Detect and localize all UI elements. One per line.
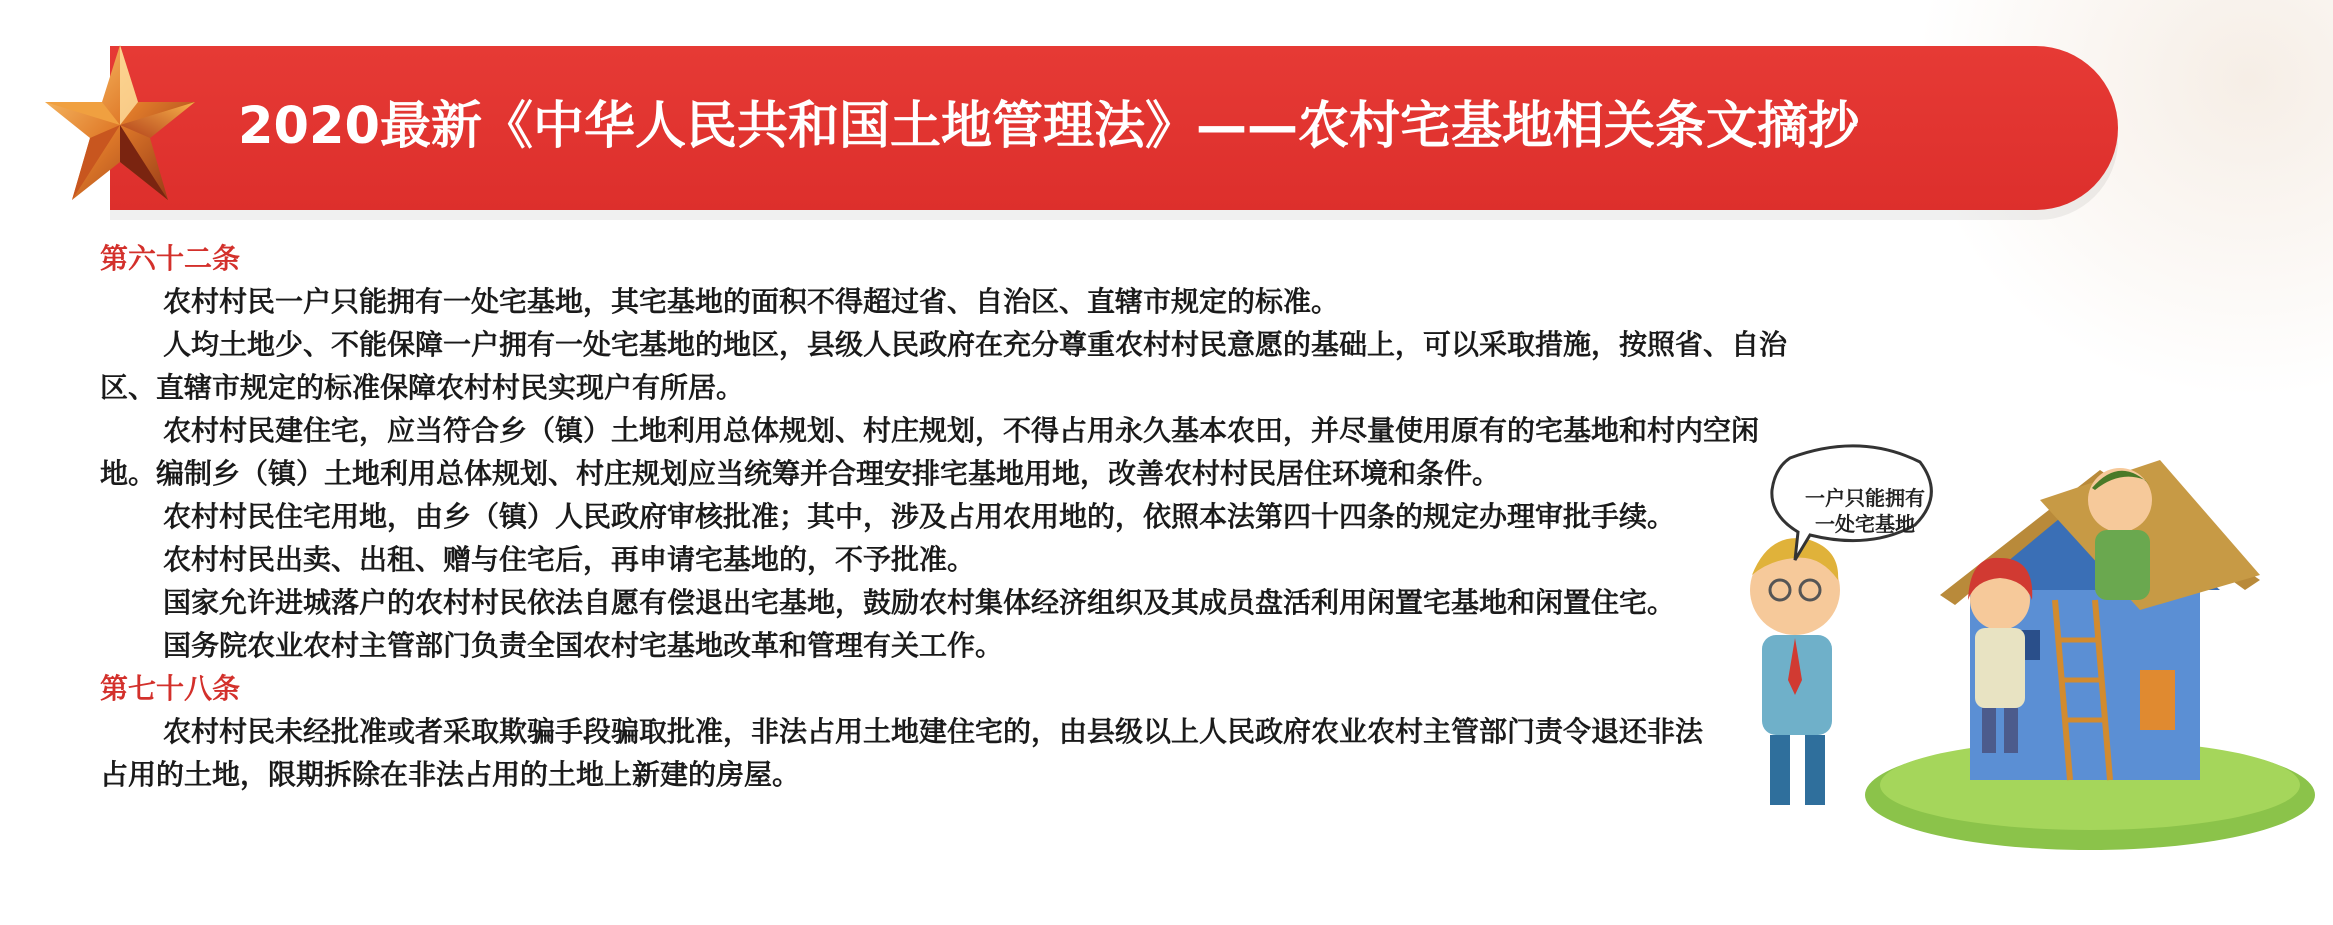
article-heading-78: 第七十八条 [100, 672, 241, 705]
paragraph: 国家允许进城落户的农村村民依法自愿有偿退出宅基地，鼓励农村集体经济组织及其成员盘活利用闲置宅基地和闲置住宅。 [163, 586, 1676, 619]
paragraph: 农村村民住宅用地，由乡（镇）人民政府审核批准；其中，涉及占用农用地的，依照本法第四十四条的规定办理审批手续。 [163, 500, 1676, 533]
article-body [100, 237, 1790, 796]
star-icon [40, 40, 200, 220]
bubble-line-2: 一处宅基地 [1815, 512, 1915, 536]
paragraph: 国务院农业农村主管部门负责全国农村宅基地改革和管理有关工作。 [163, 629, 1004, 662]
bubble-line-1: 一户只能拥有 [1805, 486, 1925, 510]
paragraph: 农村村民未经批准或者采取欺骗手段骗取批准，非法占用土地建住宅的，由县级以上人民政府农业农村主管部门责令退还非法占用的土地，限期拆除在非法占用的土地上新建的房屋。 [100, 715, 1704, 791]
speech-bubble-text [1790, 485, 1940, 537]
paragraph: 人均土地少、不能保障一户拥有一处宅基地的地区，县级人民政府在充分尊重农村村民意愿的基础上，可以采取措施，按照省、自治区、直辖市规定的标准保障农村村民实现户有所居。 [100, 328, 1788, 404]
paragraph: 农村村民一户只能拥有一处宅基地，其宅基地的面积不得超过省、自治区、直辖市规定的标准。 [163, 285, 1340, 318]
paragraph: 农村村民出卖、出租、赠与住宅后，再申请宅基地的，不予批准。 [163, 543, 976, 576]
paragraph: 农村村民建住宅，应当符合乡（镇）土地利用总体规划、村庄规划，不得占用永久基本农田，并尽量使用原有的宅基地和村内空闲地。编制乡（镇）土地利用总体规划、村庄规划应当统筹并合理安排宅基地用地，改善农村村民居住环境和条件。 [100, 414, 1760, 490]
page-title: 2020最新《中华人民共和国土地管理法》——农村宅基地相关条文摘抄 [238, 97, 1859, 156]
article-heading-62: 第六十二条 [100, 242, 241, 275]
